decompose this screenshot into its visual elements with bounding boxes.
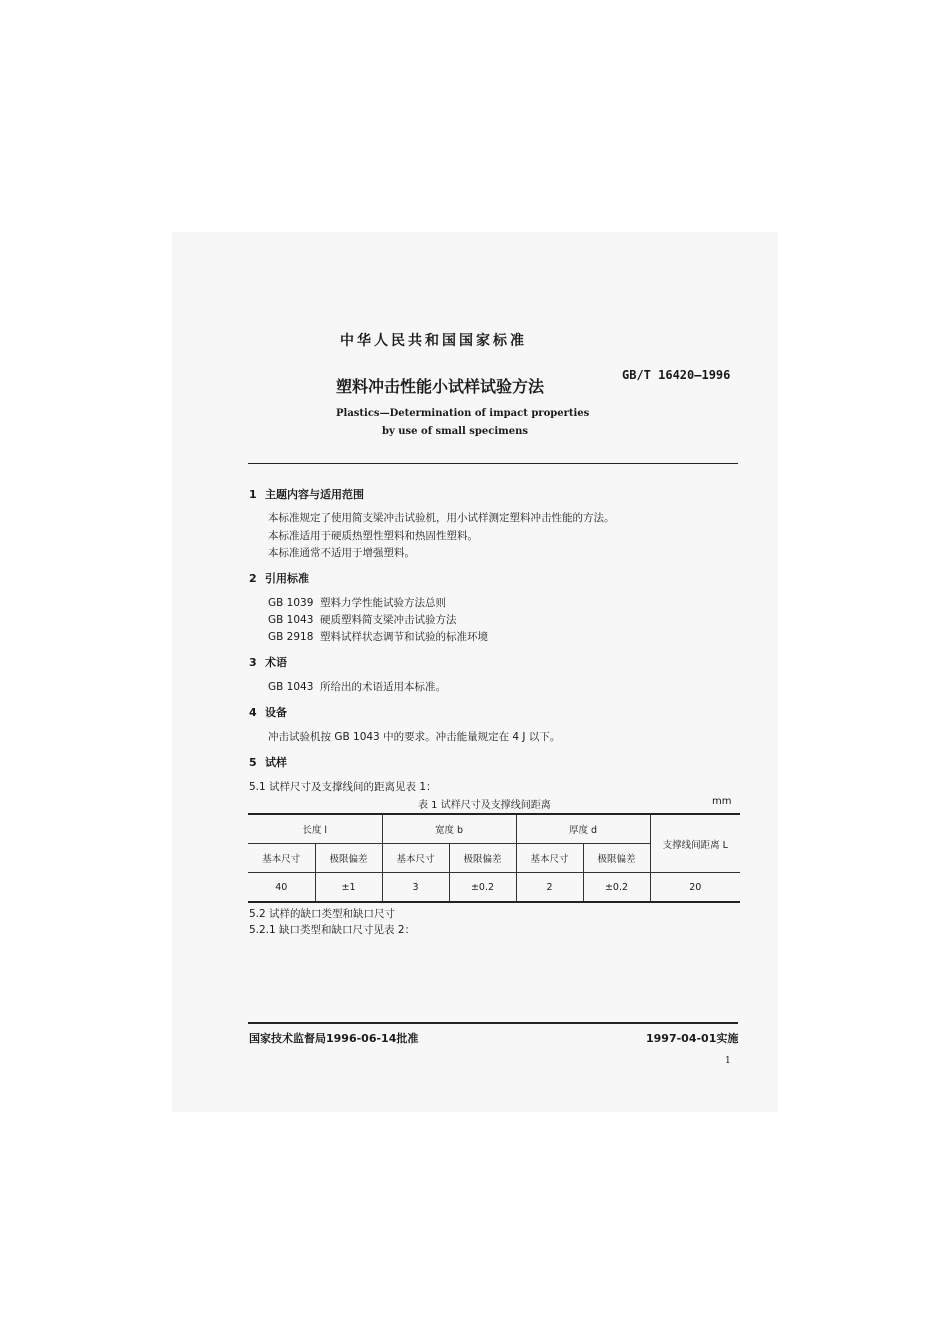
table-header-row — [248, 814, 740, 844]
section-number: 2 — [249, 572, 257, 585]
table-cell: ±0.2 — [449, 873, 516, 903]
subheader-basic-size: 基本尺寸 — [516, 844, 583, 873]
section-number: 5 — [249, 756, 257, 769]
reference-code: GB 1043 — [268, 614, 314, 626]
table-unit: mm — [712, 796, 732, 807]
table-cell: 40 — [248, 873, 315, 903]
table-cell: ±0.2 — [583, 873, 650, 903]
document-title-en-line2: by use of small specimens — [382, 426, 528, 437]
footer-divider — [248, 1022, 738, 1024]
body-line: 本标准通常不适用于增强塑料。 — [268, 547, 415, 559]
section-title: 试样 — [265, 756, 287, 769]
table-cell: 20 — [650, 873, 740, 903]
subheader-basic-size: 基本尺寸 — [382, 844, 449, 873]
body-line — [268, 679, 446, 694]
standard-code: GB/T 16420—1996 — [622, 368, 731, 382]
section-5-heading — [249, 754, 287, 770]
section-number: 3 — [249, 656, 257, 669]
section-title: 主题内容与适用范围 — [265, 488, 364, 501]
document-title-en-line1: Plastics—Determination of impact properties — [336, 408, 590, 419]
section-number: 4 — [249, 706, 257, 719]
col-group-width: 宽度 b — [382, 814, 516, 844]
section-4-heading — [249, 704, 287, 720]
section-number: 1 — [249, 488, 257, 501]
col-group-thickness: 厚度 d — [516, 814, 650, 844]
reference-code: GB 1043 — [268, 681, 314, 693]
reference-title: 塑料试样状态调节和试验的标准环境 — [320, 631, 488, 643]
subsection-5-1: 5.1 试样尺寸及支撑线间的距离见表 1： — [249, 781, 437, 793]
table-cell: 3 — [382, 873, 449, 903]
section-title: 设备 — [265, 706, 287, 719]
specimen-dimensions-table — [248, 813, 740, 903]
reference-title: 塑料力学性能试验方法总则 — [320, 597, 446, 609]
page-number: 1 — [725, 1056, 731, 1066]
subheader-tolerance: 极限偏差 — [583, 844, 650, 873]
body-line: 本标准适用于硬质热塑性塑料和热固性塑料。 — [268, 530, 478, 542]
col-group-length: 长度 l — [248, 814, 382, 844]
subsection-5-2-1: 5.2.1 缺口类型和缺口尺寸见表 2： — [249, 924, 416, 936]
section-2-heading — [249, 570, 309, 586]
subheader-tolerance: 极限偏差 — [315, 844, 382, 873]
implementation-date: 1997-04-01实施 — [646, 1032, 739, 1045]
col-support-span: 支撑线间距离 L — [650, 814, 740, 873]
table-caption: 表 1 试样尺寸及支撑线间距离 — [418, 800, 551, 811]
table-row — [248, 873, 740, 903]
reference-code: GB 1039 — [268, 597, 314, 609]
header-divider — [248, 463, 738, 464]
reference-item — [268, 595, 446, 610]
table-cell: 2 — [516, 873, 583, 903]
approval-date: 国家技术监督局1996-06-14批准 — [249, 1032, 419, 1045]
body-line: 本标准规定了使用简支梁冲击试验机，用小试样测定塑料冲击性能的方法。 — [268, 512, 615, 524]
scanned-page — [172, 232, 778, 1112]
reference-item — [268, 629, 488, 644]
reference-code: GB 2918 — [268, 631, 314, 643]
reference-title: 硬质塑料简支梁冲击试验方法 — [320, 614, 457, 626]
document-title-cn: 塑料冲击性能小试样试验方法 — [336, 377, 545, 396]
section-3-heading — [249, 654, 287, 670]
section-title: 引用标准 — [265, 572, 309, 585]
subsection-5-2: 5.2 试样的缺口类型和缺口尺寸 — [249, 908, 396, 920]
reference-item — [268, 612, 457, 627]
table-cell: ±1 — [315, 873, 382, 903]
section-1-heading — [249, 486, 364, 502]
body-line: 冲击试验机按 GB 1043 中的要求。冲击能量规定在 4 J 以下。 — [268, 731, 561, 743]
section-title: 术语 — [265, 656, 287, 669]
subheader-basic-size: 基本尺寸 — [248, 844, 315, 873]
subheader-tolerance: 极限偏差 — [449, 844, 516, 873]
national-standard-label: 中华人民共和国国家标准 — [340, 333, 527, 349]
body-text: 所给出的术语适用本标准。 — [320, 681, 446, 693]
